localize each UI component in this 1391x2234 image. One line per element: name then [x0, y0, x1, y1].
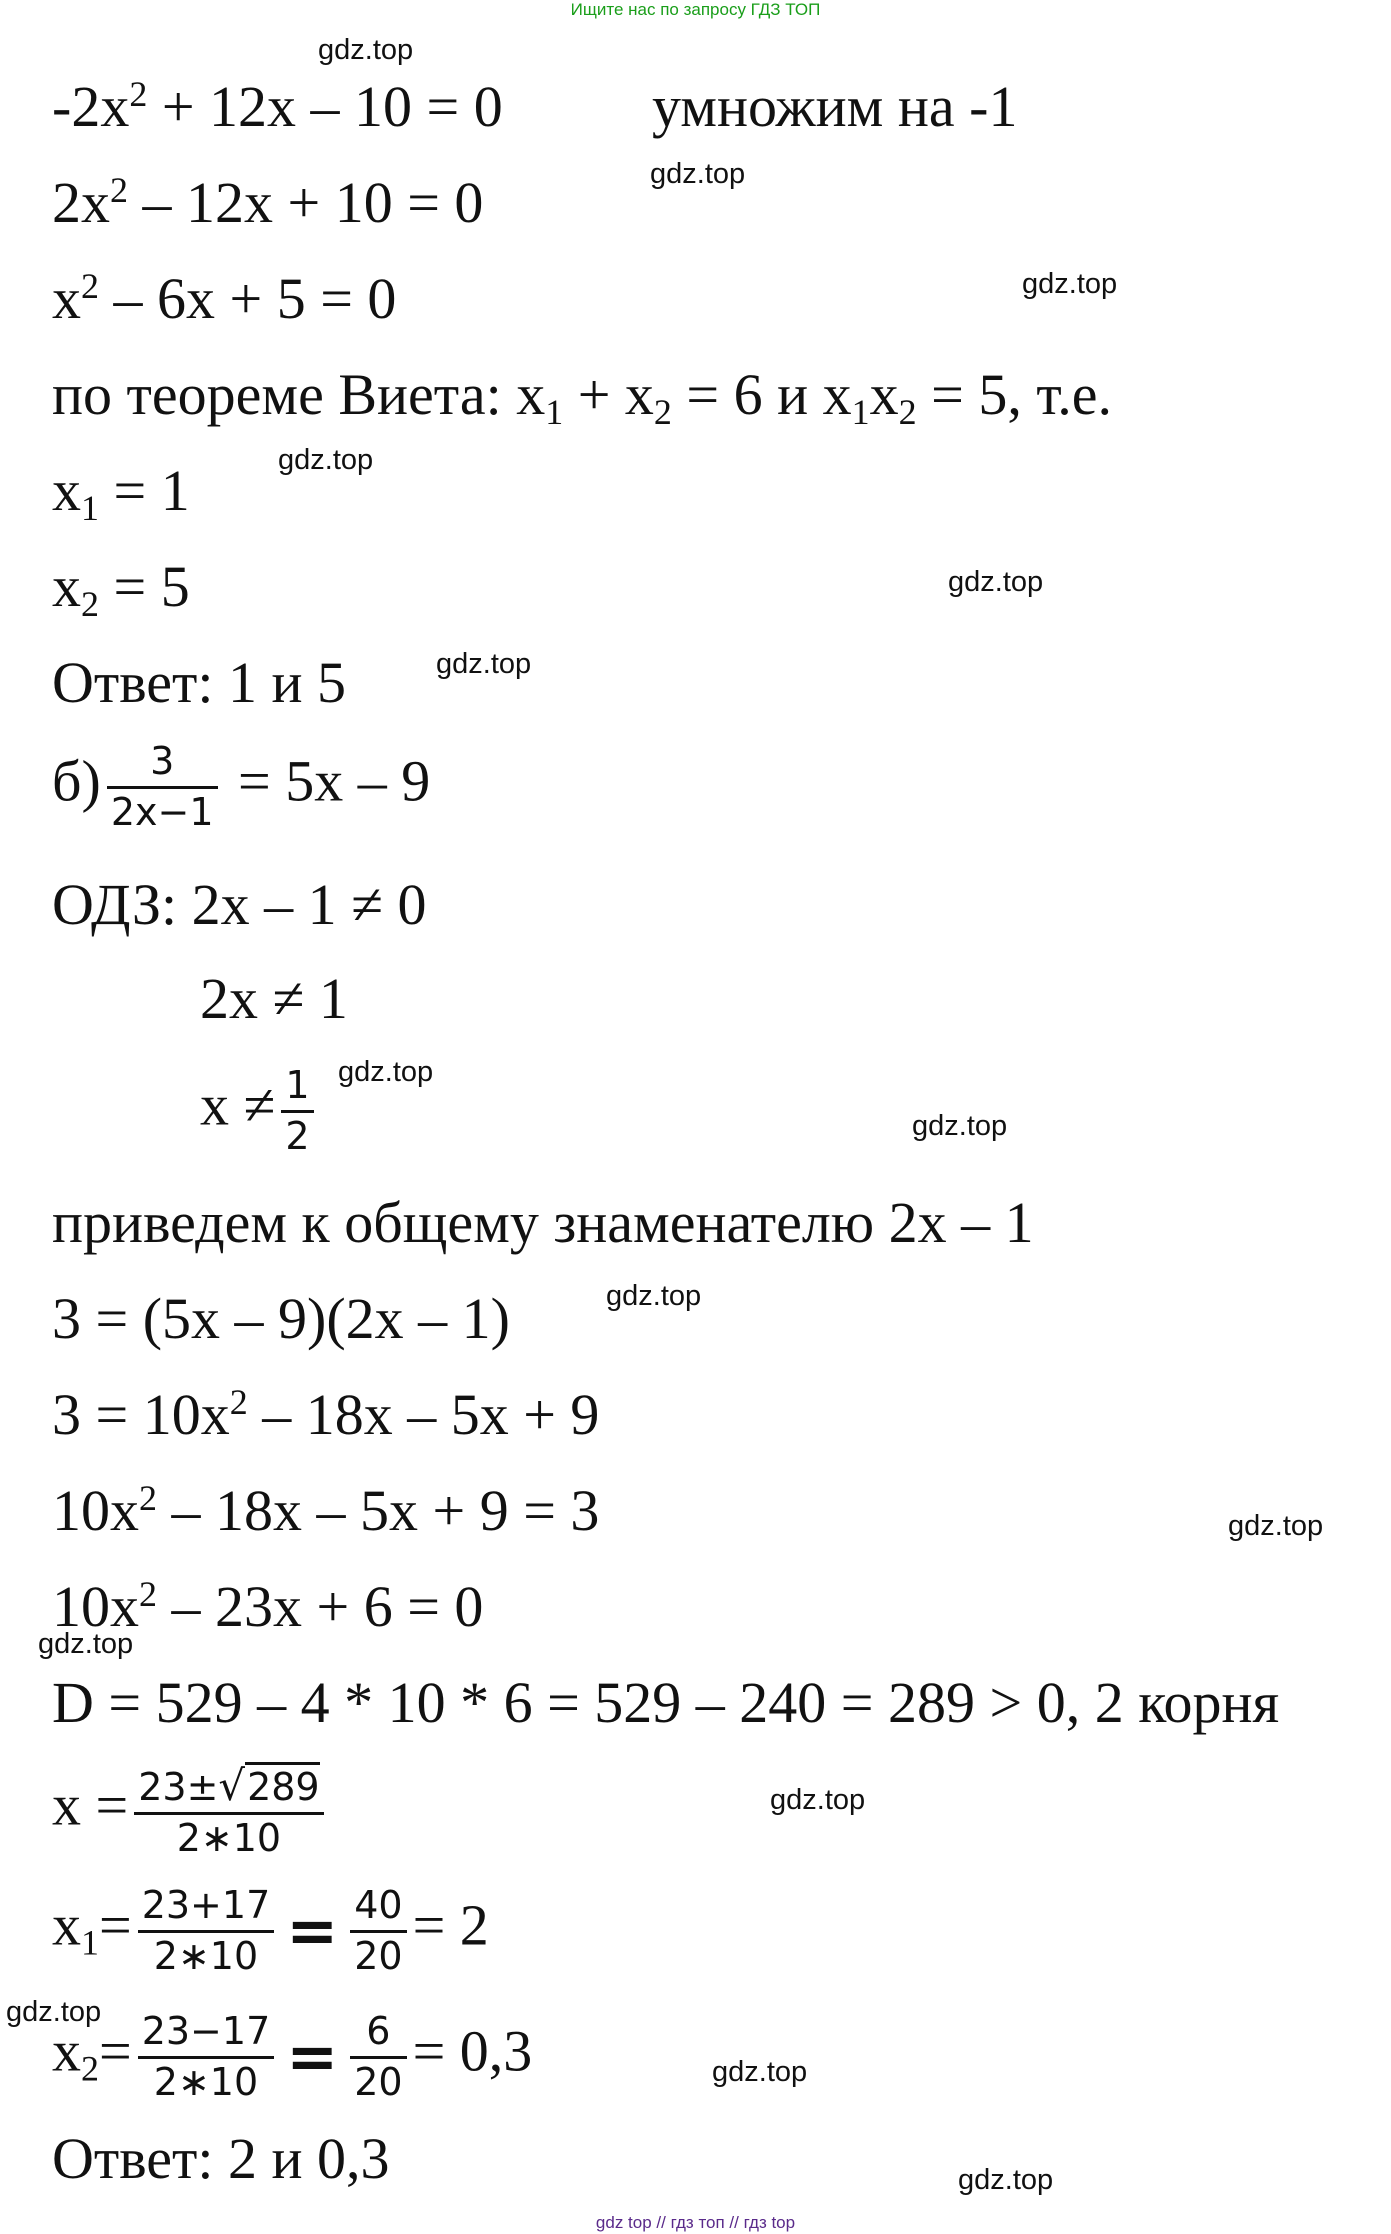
x: x [52, 554, 81, 619]
numerator-a: 23± [138, 1765, 219, 1809]
vieta-line [52, 362, 1113, 433]
watermark: gdz.top [712, 2056, 808, 2088]
discriminant-line: D = 529 – 4 * 10 * 6 = 529 – 240 = 289 > 0, 2 корня [52, 1670, 1280, 1735]
watermark: gdz.top [318, 34, 414, 66]
watermark: gdz.top [278, 444, 374, 476]
exp: 2 [110, 170, 128, 211]
odz-line-3 [200, 1062, 320, 1160]
watermark: gdz.top [338, 1056, 434, 1088]
watermark: gdz.top [436, 648, 532, 680]
eq4-b: – 23x + 6 = 0 [156, 1574, 484, 1639]
vieta-e: = 5, т.е. [916, 362, 1113, 427]
watermark: gdz.top [770, 1784, 866, 1816]
sub: 1 [81, 1922, 99, 1963]
eq2-b: – 18x – 5x + 9 [247, 1382, 600, 1447]
x1-formula [52, 1882, 489, 1980]
expanded-line-2 [52, 1382, 600, 1447]
fraction [134, 1760, 323, 1863]
eq: = [98, 1892, 132, 1958]
part-b-rhs: = 5x – 9 [223, 748, 431, 814]
expanded-line-3 [52, 1478, 600, 1543]
x1-value: = 1 [98, 458, 190, 523]
eq: = [286, 2019, 339, 2093]
line-3-a: x [52, 266, 81, 331]
fraction-numerator: 3 [107, 738, 218, 789]
x: x [52, 458, 81, 523]
root-lhs: x = [52, 1772, 129, 1838]
fraction-numerator: 6 [350, 2008, 406, 2059]
vieta-b: + x [563, 362, 654, 427]
exp: 2 [81, 266, 99, 307]
sub: 2 [81, 2048, 99, 2089]
header-note: Ищите нас по запросу ГДЗ ТОП [570, 0, 821, 19]
watermark: gdz.top [1022, 268, 1118, 300]
multiply-note: умножим на -1 [652, 74, 1018, 139]
eq3-a: 10x [52, 1478, 139, 1543]
watermark: gdz.top [948, 566, 1044, 598]
watermark: gdz.top [958, 2164, 1054, 2196]
fraction [350, 1882, 406, 1980]
fraction [138, 1882, 275, 1980]
x1-result: = 2 [412, 1892, 489, 1958]
eq3-b: – 18x – 5x + 9 = 3 [156, 1478, 600, 1543]
eq: = [286, 1893, 339, 1967]
watermark: gdz.top [606, 1280, 702, 1312]
fraction-denominator: 20 [354, 2059, 403, 2104]
line-3-b: – 6x + 5 = 0 [98, 266, 397, 331]
eq: = [98, 2018, 132, 2084]
line-2-a: 2x [52, 170, 110, 235]
exp: 2 [139, 1574, 157, 1615]
line-2 [52, 170, 484, 235]
fraction-denominator: 2∗10 [176, 1816, 282, 1861]
sub: 1 [545, 392, 564, 433]
x: x [52, 2018, 81, 2084]
watermark: gdz.top [650, 158, 746, 190]
line-1 [52, 74, 503, 139]
odz-x: x ≠ [200, 1072, 276, 1138]
answer-2: Ответ: 2 и 0,3 [52, 2126, 390, 2191]
watermark: gdz.top [6, 1996, 102, 2028]
radicand: 289 [245, 1762, 320, 1809]
sub: 1 [81, 488, 99, 529]
vieta-d: x [869, 362, 899, 427]
fraction-denominator: 20 [354, 1933, 403, 1978]
x: x [52, 1892, 81, 1958]
fraction [138, 2008, 275, 2106]
x2-formula [52, 2008, 532, 2106]
sub: 2 [653, 392, 672, 433]
x2-line [52, 554, 190, 625]
fraction-denominator: 2x−1 [110, 789, 214, 834]
fraction [350, 2008, 406, 2106]
fraction [107, 738, 218, 836]
part-b-label: б) [52, 748, 101, 814]
exp: 2 [139, 1478, 157, 1519]
odz-line-2: 2x ≠ 1 [200, 966, 348, 1031]
sqrt-icon: √ [218, 1761, 246, 1810]
fraction-numerator: 1 [281, 1062, 313, 1113]
x2-value: = 5 [98, 554, 190, 619]
footer-note: gdz top // гдз топ // гдз top [595, 2213, 796, 2232]
common-denominator-line: приведем к общему знаменателю 2x – 1 [52, 1190, 1034, 1255]
line-1-a: -2x [52, 74, 130, 139]
sub: 2 [81, 584, 99, 625]
sub: 2 [898, 392, 917, 433]
eq2-a: 3 = 10x [52, 1382, 230, 1447]
line-3 [52, 266, 397, 331]
watermark: gdz.top [912, 1110, 1008, 1142]
vieta-c: = 6 и x [671, 362, 852, 427]
watermark: gdz.top [1228, 1510, 1324, 1542]
watermark: gdz.top [38, 1628, 134, 1660]
root-formula [52, 1760, 330, 1863]
vieta-a: по теореме Виета: x [52, 362, 546, 427]
fraction-numerator [134, 1760, 323, 1815]
fraction-denominator: 2∗10 [153, 1933, 259, 1978]
eq4-a: 10x [52, 1574, 139, 1639]
fraction-denominator: 2 [285, 1113, 310, 1158]
sub: 1 [851, 392, 870, 433]
line-2-b: – 12x + 10 = 0 [127, 170, 484, 235]
fraction-numerator: 40 [350, 1882, 406, 1933]
odz-line-1: ОДЗ: 2x – 1 ≠ 0 [52, 872, 427, 937]
expanded-line-1: 3 = (5x – 9)(2x – 1) [52, 1286, 510, 1351]
fraction-numerator: 23−17 [138, 2008, 275, 2059]
exp: 2 [129, 74, 148, 115]
x1-line [52, 458, 190, 529]
fraction [281, 1062, 313, 1160]
x2-result: = 0,3 [412, 2018, 533, 2084]
fraction-denominator: 2∗10 [153, 2059, 259, 2104]
line-1-b: + 12x – 10 = 0 [147, 74, 503, 139]
exp: 2 [229, 1382, 248, 1423]
answer-1: Ответ: 1 и 5 [52, 650, 347, 715]
part-b-equation [52, 738, 430, 836]
fraction-numerator: 23+17 [138, 1882, 275, 1933]
